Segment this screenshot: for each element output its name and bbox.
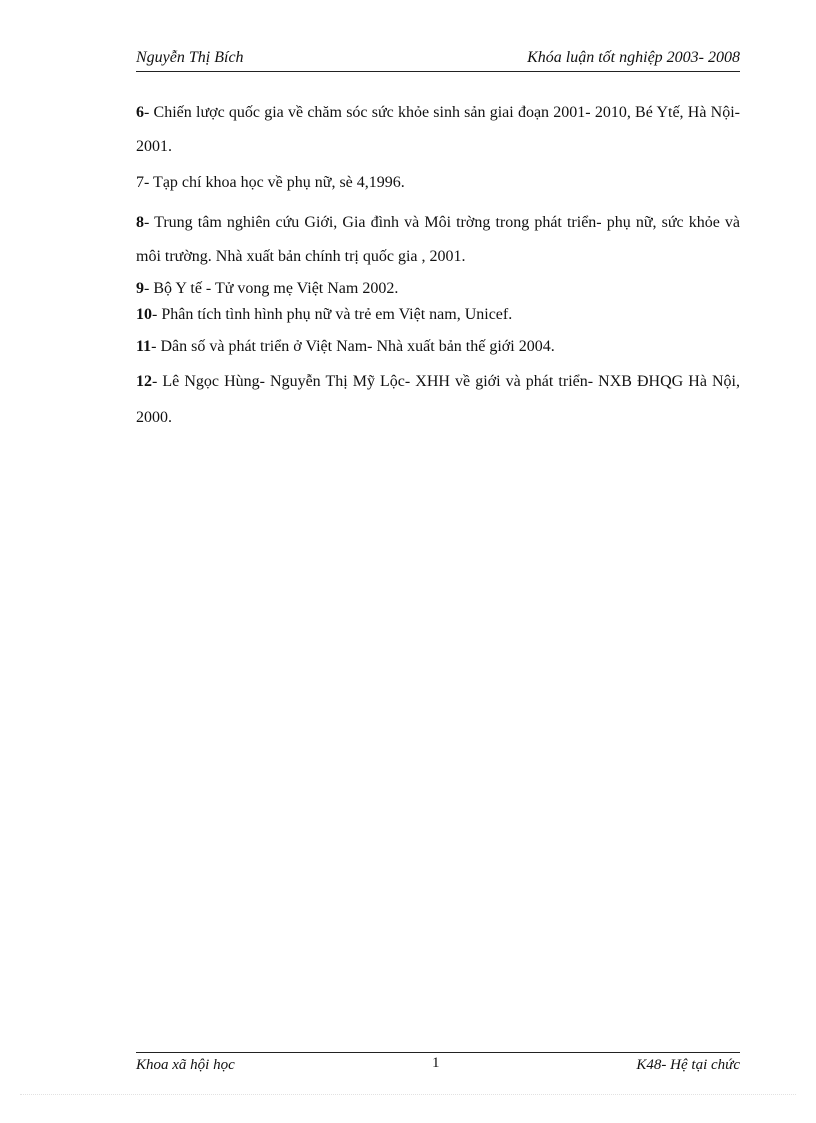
page-footer — [136, 1052, 740, 1077]
page-number: 1 — [432, 1055, 440, 1071]
footer-class: K48- Hệ tại chức — [636, 1057, 740, 1073]
reference-text: - Dân số và phát triển ở Việt Nam- Nhà xuất bản thế giới 2004. — [151, 338, 555, 355]
reference-item-8 — [136, 206, 740, 274]
reference-number: 8 — [136, 214, 144, 231]
reference-item-6 — [136, 96, 740, 164]
header-thesis-title: Khóa luận tốt nghiệp 2003- 2008 — [527, 49, 740, 66]
reference-item-11 — [136, 330, 740, 364]
reference-item-7 — [136, 166, 740, 200]
reference-item-12 — [136, 364, 740, 436]
page-bottom-divider — [20, 1094, 796, 1095]
reference-number: 11 — [136, 338, 152, 355]
reference-number: 12 — [136, 373, 152, 390]
reference-text: - Bộ Y tế - Tử vong mẹ Việt Nam 2002. — [144, 280, 399, 297]
page-header — [136, 49, 740, 72]
reference-number: 9 — [136, 280, 144, 297]
reference-text: - Chiến lược quốc gia về chăm sóc sức khỏe sinh sản giai đoạn 2001- 2010, Bé Ytế, Hà Nội- 2001. — [136, 104, 740, 155]
reference-number: 7 — [136, 174, 144, 191]
header-author: Nguyễn Thị Bích — [136, 49, 244, 66]
reference-item-9 — [136, 276, 740, 302]
reference-text: - Lê Ngọc Hùng- Nguyễn Thị Mỹ Lộc- XHH về giới và phát triển- NXB ĐHQG Hà Nội, 2000. — [136, 373, 740, 426]
reference-text: - Trung tâm nghiên cứu Giới, Gia đình và Môi trờng trong phát triển- phụ nữ, sức khỏe và môi trường. Nhà xuất bản chính trị quốc gia , 2001. — [136, 214, 740, 265]
reference-item-10 — [136, 302, 740, 328]
reference-text: - Phân tích tình hình phụ nữ và trẻ em Việt nam, Unicef. — [152, 306, 513, 323]
footer-department: Khoa xã hội học — [136, 1057, 235, 1073]
reference-number: 10 — [136, 306, 152, 323]
reference-text: - Tạp chí khoa học về phụ nữ, sè 4,1996. — [144, 174, 405, 191]
reference-number: 6 — [136, 104, 144, 121]
reference-list — [136, 96, 740, 436]
